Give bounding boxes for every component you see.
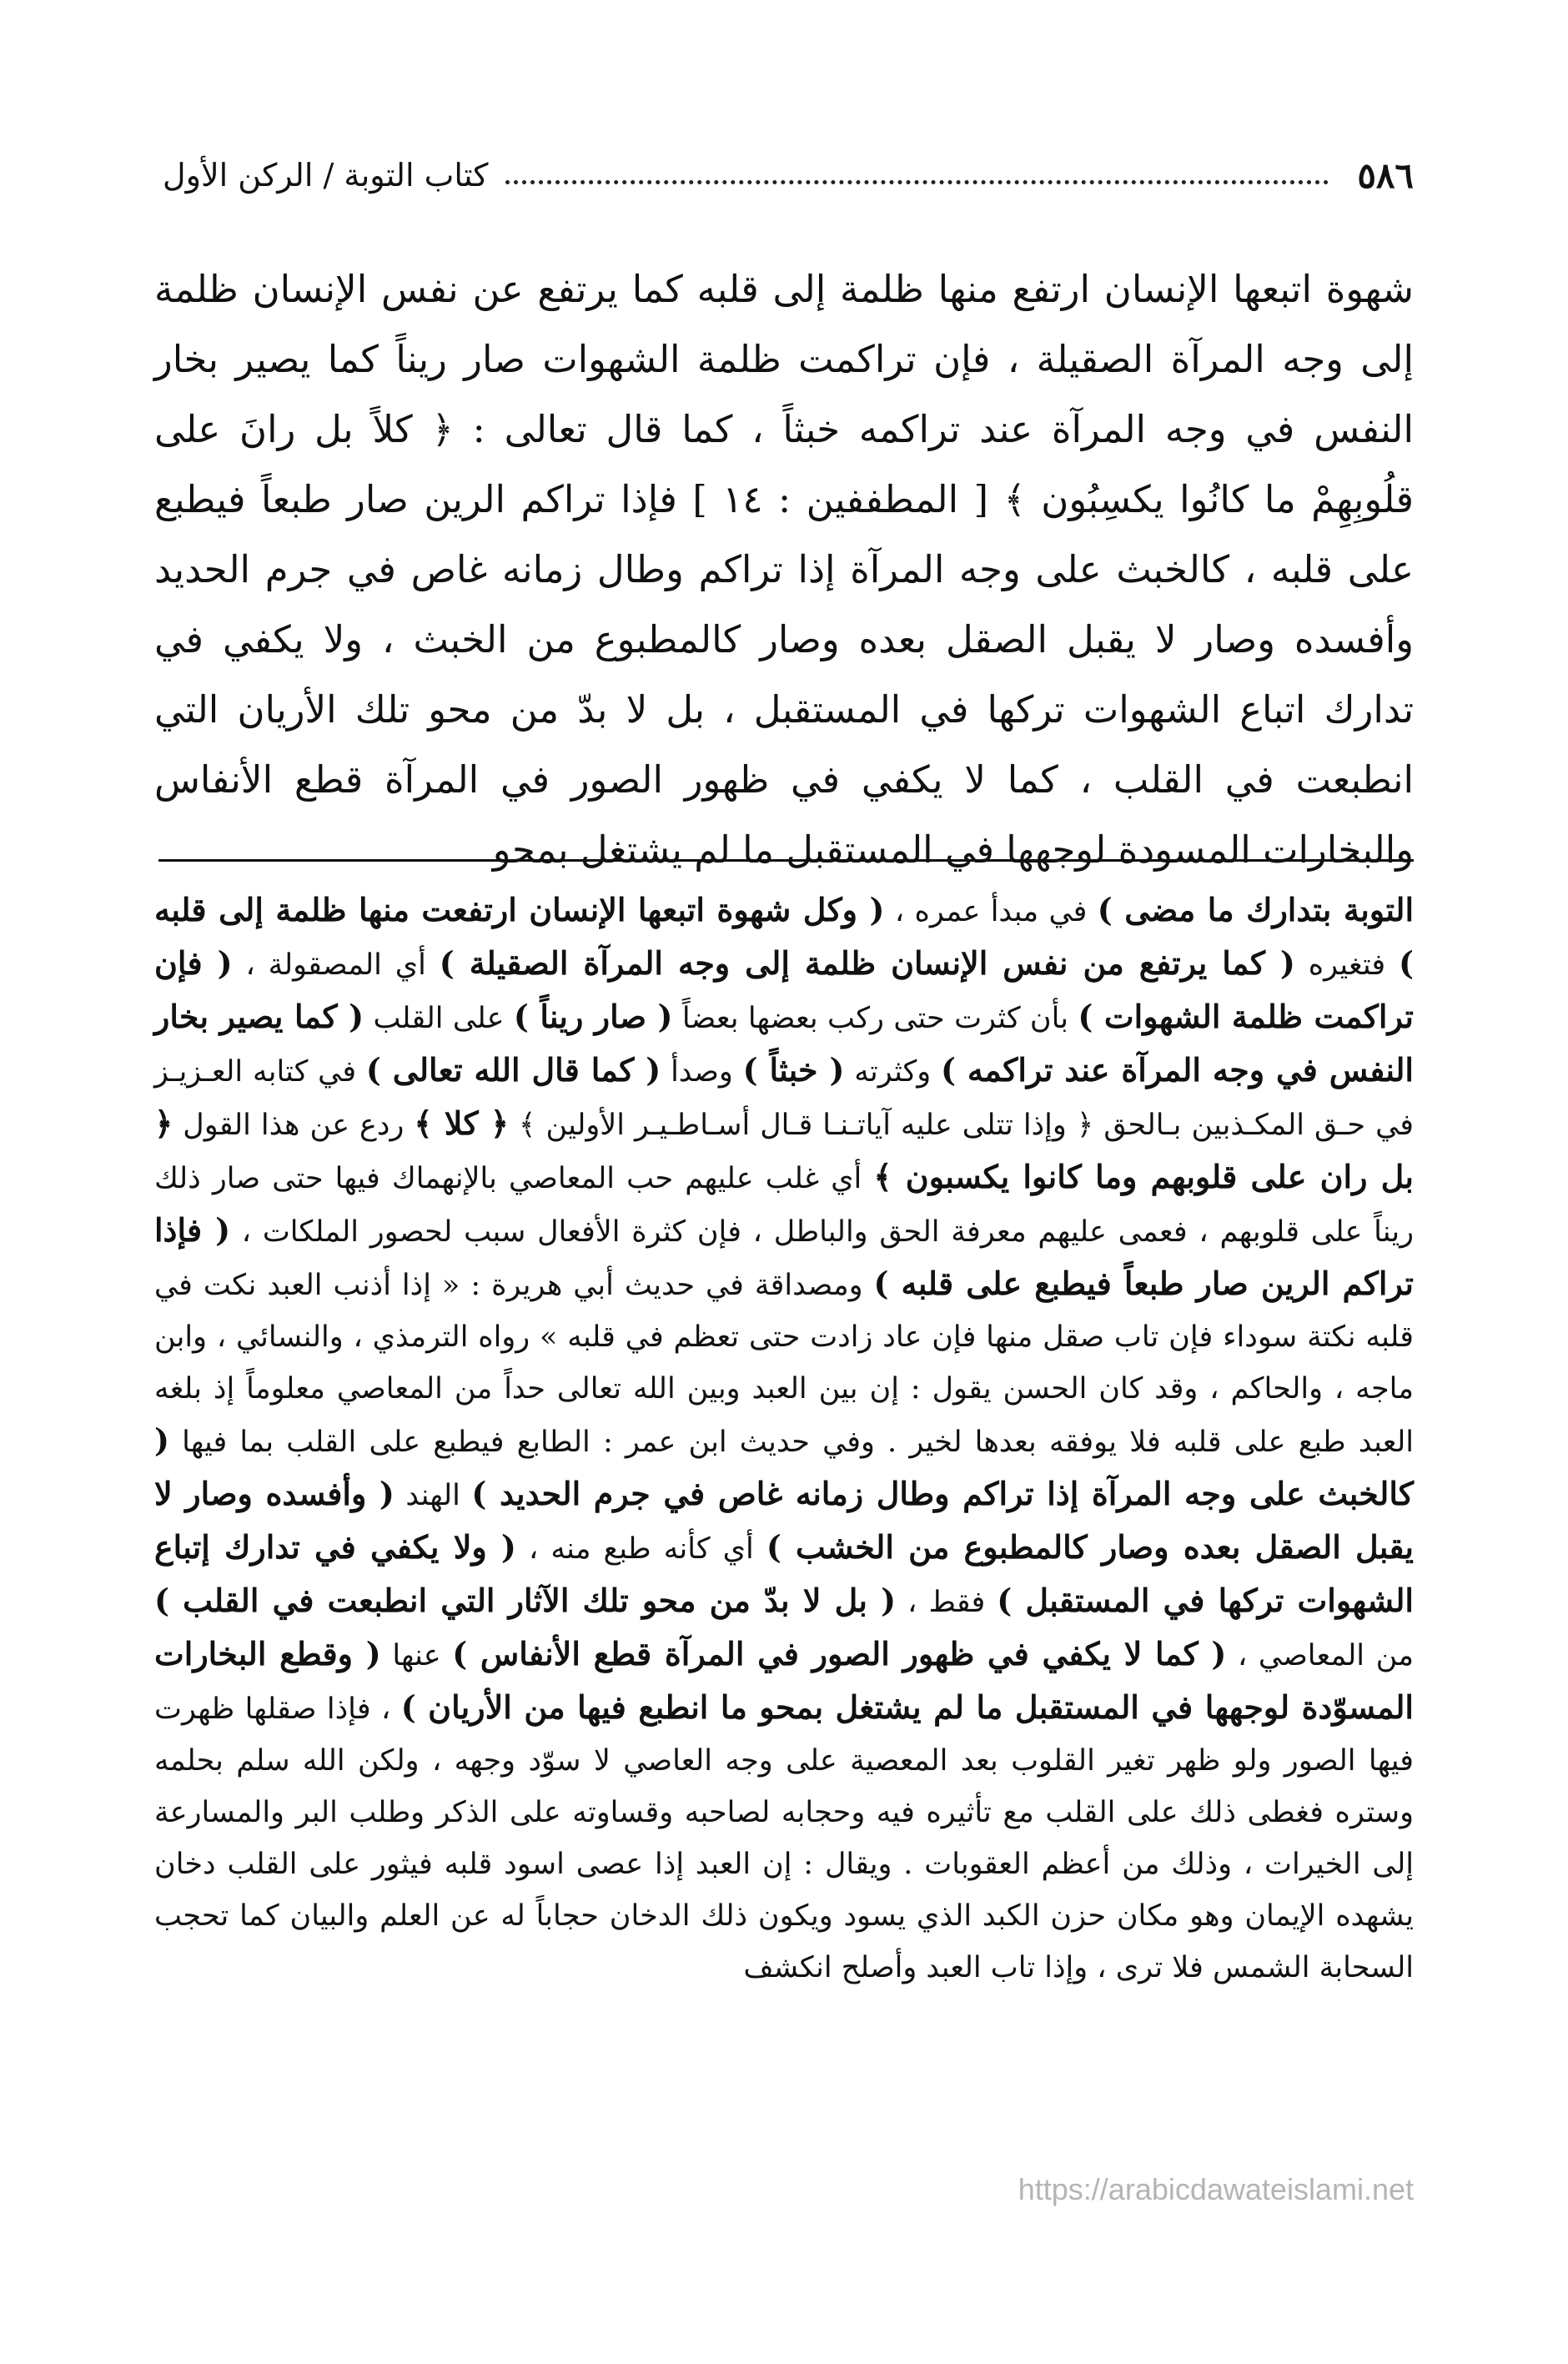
commentary-paragraph — [154, 884, 1414, 1994]
page-number: ٥٨٦ — [1357, 154, 1414, 196]
commentary-text-segment: من المعاصي ، — [1226, 1639, 1414, 1672]
quoted-text-segment: ( خبثاً ) — [742, 1051, 845, 1089]
commentary-text-segment: فتغيره — [1294, 948, 1400, 982]
commentary-block — [154, 884, 1414, 1994]
quoted-text-segment: التوبة بتدارك ما مضى ) — [1097, 891, 1415, 928]
commentary-text-segment: على القلب — [364, 1002, 514, 1035]
commentary-text-segment: فقط ، — [896, 1586, 998, 1619]
commentary-text-segment: الهند — [394, 1479, 472, 1512]
quoted-text-segment: ( ولا يكفي في تدارك إتباع الشهوات تركها في المستقبل ) — [154, 1528, 1414, 1619]
quoted-text-segment: ( كما يرتفع من نفس الإنسان ظلمة إلى وجه المرآة الصقيلة ) — [439, 944, 1295, 982]
commentary-text-segment: أي غلب عليهم حب المعاصي بالإنهماك فيها حتى صار ذلك ريناً على قلوبهم ، فعمى عليهم معرفة الحق والباطل ، فإن كثرة الأفعال سبب لحصور الملكات ، — [154, 1162, 1415, 1249]
quoted-text-segment: ( كما يصير بخار النفس في وجه المرآة عند تراكمه ) — [154, 998, 1414, 1089]
commentary-text-segment: في كتابه العـزيـز في حـق المكـذبين بـالحق ﴿ وإذا تتلى عليه آياتـنـا قـال أسـاطـيـر الأولين ﴾ — [154, 1055, 1414, 1142]
quoted-text-segment: ( وقطع البخارات المسوّدة لوجهها في المستقبل ما لم يشتغل بمحو ما انطبع فيها من الأريان ) — [154, 1635, 1414, 1726]
commentary-text-segment: ، فإذا صقلها ظهرت فيها الصور ولو ظهر تغير القلوب بعد المعصية على وجه العاصي لا سوّد وجهه ، ولكن الله سلم بحلمه وستره فغطى ذلك على القلب مع تأثيره فيه وحجابه لصاحبه وقساوته على الذكر وطلب البر والمسارعة إلى الخيرات ، وذلك من أعظم العقوبات . ويقال : إن العبد إذا عصى اسود قلبه فيثور على القلب دخان يشهده الإيمان وهو مكان حزن الكبد الذي يسود ويكون ذلك الدخان حجاباً له عن العلم والبيان كما تحجب السحابة الشمس فلا ترى ، وإذا تاب العبد وأصلح انكشف — [154, 1693, 1414, 1984]
commentary-text-segment: عنها — [380, 1639, 453, 1672]
dotted-leader — [505, 180, 1329, 184]
quoted-text-segment: ( فإن تراكمت ظلمة الشهوات ) — [154, 944, 1414, 1035]
commentary-text-segment: وكثرته — [844, 1055, 942, 1089]
commentary-text-segment: ومصداقة في حديث أبي هريرة : « إذا أذنب العبد نكت في قلبه نكتة سوداء فإن تاب صقل منها فإن عاد زادت حتى تعظم في قلبه » رواه الترمذي ، والنسائي ، وابن ماجه ، والحاكم ، وقد كان الحسن يقول : إن بين العبد وبين الله تعالى حداً من المعاصي معلوماً إذ بلغه العبد طبع على قلبه فلا يوفقه بعدها لخير . وفي حديث ابن عمر : الطابع فيطبع على القلب بما فيها — [154, 1269, 1414, 1459]
quoted-text-segment: ﴿ كلا ﴾ — [414, 1104, 509, 1142]
footnote-separator — [158, 859, 1414, 862]
quoted-text-segment: ( وكل شهوة اتبعها الإنسان ارتفعت منها ظلمة إلى قلبه ) — [154, 891, 1415, 982]
quoted-text-segment: ( فإذا تراكم الرين صار طبعاً فيطبع على قلبه ) — [154, 1211, 1414, 1302]
main-text-block — [154, 254, 1414, 885]
commentary-text-segment: بأن كثرت حتى ركب بعضها بعضاً — [672, 1002, 1078, 1035]
watermark-url: https://arabicdawateislami.net — [1018, 2172, 1414, 2206]
commentary-text-segment: في مبدأ عمره ، — [884, 895, 1098, 928]
commentary-text-segment: أي المصقولة ، — [232, 948, 440, 982]
quoted-text-segment: ( وأفسده وصار لا يقبل الصقل بعده وصار كالمطبوع من الخشب ) — [154, 1475, 1414, 1566]
quoted-text-segment: ( كالخبث على وجه المرآة إذا تراكم وطال زمانه غاص في جرم الحديد ) — [154, 1421, 1414, 1512]
quoted-text-segment: ( صار ريناً ) — [513, 998, 673, 1035]
quoted-text-segment: ( كما قال الله تعالى ) — [365, 1051, 661, 1089]
commentary-text-segment: ردع عن هذا القول — [173, 1109, 415, 1142]
running-header — [163, 150, 1414, 200]
main-paragraph: شهوة اتبعها الإنسان ارتفع منها ظلمة إلى قلبه كما يرتفع عن نفس الإنسان ظلمة إلى وجه المرآة الصقيلة ، فإن تراكمت ظلمة الشهوات صار ريناً كما يصير بخار النفس في وجه المرآة عند تراكمه خبثاً ، كما قال تعالى : ﴿ كلاً بل رانَ على قلُوبِهِمْ ما كانُوا يكسِبُون ﴾ [ المطففين : ١٤ ] فإذا تراكم الرين صار طبعاً فيطبع على قلبه ، كالخبث على وجه المرآة إذا تراكم وطال زمانه غاص في جرم الحديد وأفسده وصار لا يقبل الصقل بعده وصار كالمطبوع من الخبث ، ولا يكفي في تدارك اتباع الشهوات تركها في المستقبل ، بل لا بدّ من محو تلك الأريان التي انطبعت في القلب ، كما لا يكفي في ظهور الصور في المرآة قطع الأنفاس والبخارات المسودة لوجهها في المستقبل ما لم يشتغل بمحو — [154, 267, 1414, 872]
quoted-text-segment: ( بل لا بدّ من محو تلك الآثار التي انطبعت في القلب ) — [154, 1582, 897, 1619]
quoted-text-segment: ( كما لا يكفي في ظهور الصور في المرآة قطع الأنفاس ) — [452, 1635, 1227, 1672]
header-title: كتاب التوبة / الركن الأول — [163, 157, 489, 194]
commentary-text-segment: أي كأنه طبع منه ، — [515, 1532, 766, 1566]
commentary-text-segment: وصدأ — [661, 1055, 743, 1089]
quoted-text-segment: ﴿ بل ران على قلوبهم وما كانوا يكسبون ﴾ — [154, 1104, 1414, 1195]
